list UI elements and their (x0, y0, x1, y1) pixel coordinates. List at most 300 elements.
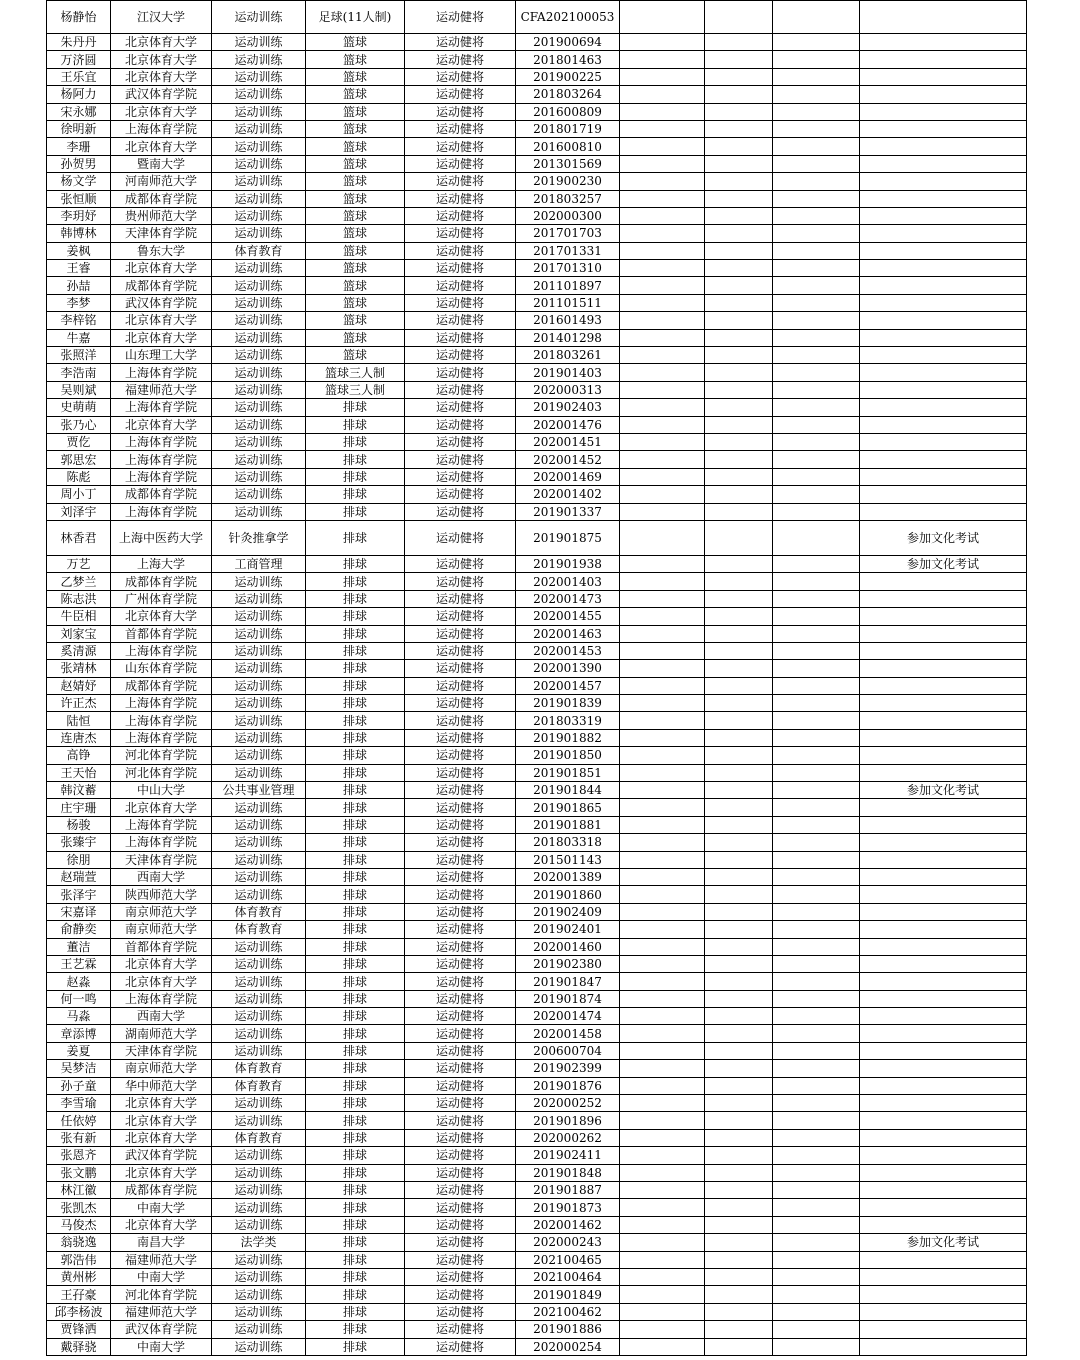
blank-cell (705, 1286, 773, 1303)
table-row (47, 294, 1027, 311)
sport-cell: 排球 (306, 468, 405, 485)
level-cell: 运动健将 (405, 816, 516, 833)
blank-cell (705, 625, 773, 642)
blank-cell (705, 225, 773, 242)
table-row (47, 260, 1027, 277)
cert-number-cell: 201901873 (516, 1199, 620, 1216)
name-cell: 史萌萌 (47, 399, 111, 416)
sport-cell: 排球 (306, 1268, 405, 1285)
school-cell: 北京体育大学 (111, 68, 212, 85)
note-cell (860, 625, 1027, 642)
school-cell: 广州体育学院 (111, 590, 212, 607)
school-cell: 首都体育学院 (111, 938, 212, 955)
name-cell: 韩博林 (47, 225, 111, 242)
cert-number-cell: 201901860 (516, 886, 620, 903)
school-cell: 首都体育学院 (111, 625, 212, 642)
cert-number-cell: 201901874 (516, 990, 620, 1007)
table-row (47, 399, 1027, 416)
blank-cell (773, 277, 860, 294)
name-cell: 刘泽宇 (47, 503, 111, 520)
sport-cell: 排球 (306, 1147, 405, 1164)
table-row (47, 1129, 1027, 1146)
table-row (47, 503, 1027, 520)
note-cell (860, 729, 1027, 746)
blank-cell (620, 938, 705, 955)
note-cell (860, 955, 1027, 972)
name-cell: 陈彪 (47, 468, 111, 485)
cert-number-cell: 201900694 (516, 34, 620, 51)
school-cell: 南京师范大学 (111, 903, 212, 920)
blank-cell (620, 1060, 705, 1077)
sport-cell: 排球 (306, 642, 405, 659)
blank-cell (705, 364, 773, 381)
note-cell (860, 868, 1027, 885)
blank-cell (705, 712, 773, 729)
name-cell: 宋永娜 (47, 103, 111, 120)
cert-number-cell: 201902411 (516, 1147, 620, 1164)
school-cell: 北京体育大学 (111, 1112, 212, 1129)
level-cell: 运动健将 (405, 155, 516, 172)
blank-cell (773, 1251, 860, 1268)
blank-cell (773, 712, 860, 729)
note-cell (860, 1112, 1027, 1129)
sport-cell: 排球 (306, 1216, 405, 1233)
cert-number-cell: 202001476 (516, 416, 620, 433)
note-cell (860, 433, 1027, 450)
table-row (47, 86, 1027, 103)
note-cell: 参加文化考试 (860, 520, 1027, 555)
table-row (47, 1, 1027, 34)
blank-cell (705, 590, 773, 607)
blank-cell (705, 312, 773, 329)
sport-cell: 排球 (306, 938, 405, 955)
sport-cell: 排球 (306, 1060, 405, 1077)
blank-cell (705, 468, 773, 485)
cert-number-cell: 201101897 (516, 277, 620, 294)
note-cell (860, 207, 1027, 224)
major-cell: 运动训练 (212, 51, 306, 68)
note-cell (860, 608, 1027, 625)
note-cell (860, 921, 1027, 938)
blank-cell (705, 799, 773, 816)
blank-cell (620, 834, 705, 851)
blank-cell (620, 1321, 705, 1338)
table-row (47, 1199, 1027, 1216)
table-row (47, 590, 1027, 607)
blank-cell (620, 312, 705, 329)
school-cell: 北京体育大学 (111, 260, 212, 277)
school-cell: 江汉大学 (111, 1, 212, 34)
major-cell: 运动训练 (212, 1025, 306, 1042)
table-row (47, 1095, 1027, 1112)
sport-cell: 排球 (306, 608, 405, 625)
blank-cell (620, 747, 705, 764)
name-cell: 吴则斌 (47, 381, 111, 398)
cert-number-cell: 201701703 (516, 225, 620, 242)
level-cell: 运动健将 (405, 503, 516, 520)
blank-cell (705, 520, 773, 555)
blank-cell (620, 51, 705, 68)
sport-cell: 篮球 (306, 103, 405, 120)
blank-cell (620, 277, 705, 294)
level-cell: 运动健将 (405, 1234, 516, 1251)
cert-number-cell: 201701331 (516, 242, 620, 259)
name-cell: 徐朋 (47, 851, 111, 868)
cert-number-cell: CFA202100053 (516, 1, 620, 34)
major-cell: 运动训练 (212, 468, 306, 485)
major-cell: 运动训练 (212, 120, 306, 137)
blank-cell (620, 625, 705, 642)
cert-number-cell: 201901887 (516, 1182, 620, 1199)
cert-number-cell: 202000254 (516, 1338, 620, 1355)
sport-cell: 排球 (306, 399, 405, 416)
level-cell: 运动健将 (405, 747, 516, 764)
major-cell: 运动训练 (212, 207, 306, 224)
blank-cell (773, 225, 860, 242)
blank-cell (620, 608, 705, 625)
blank-cell (705, 729, 773, 746)
level-cell: 运动健将 (405, 260, 516, 277)
sport-cell: 排球 (306, 1286, 405, 1303)
level-cell: 运动健将 (405, 868, 516, 885)
table-row (47, 207, 1027, 224)
major-cell: 运动训练 (212, 416, 306, 433)
cert-number-cell: 201901881 (516, 816, 620, 833)
cert-number-cell: 201901876 (516, 1077, 620, 1094)
blank-cell (620, 1199, 705, 1216)
cert-number-cell: 201901839 (516, 695, 620, 712)
blank-cell (620, 520, 705, 555)
blank-cell (620, 103, 705, 120)
table-row (47, 642, 1027, 659)
sport-cell: 排球 (306, 851, 405, 868)
note-cell (860, 1321, 1027, 1338)
school-cell: 天津体育学院 (111, 851, 212, 868)
blank-cell (773, 503, 860, 520)
blank-cell (773, 190, 860, 207)
cert-number-cell: 202001452 (516, 451, 620, 468)
cert-number-cell: 201101511 (516, 294, 620, 311)
level-cell: 运动健将 (405, 886, 516, 903)
blank-cell (620, 416, 705, 433)
cert-number-cell: 201901848 (516, 1164, 620, 1181)
level-cell: 运动健将 (405, 1164, 516, 1181)
level-cell: 运动健将 (405, 990, 516, 1007)
blank-cell (773, 173, 860, 190)
cert-number-cell: 202000243 (516, 1234, 620, 1251)
blank-cell (773, 764, 860, 781)
note-cell (860, 1251, 1027, 1268)
blank-cell (705, 1095, 773, 1112)
name-cell: 韩汶蓄 (47, 782, 111, 799)
level-cell: 运动健将 (405, 1147, 516, 1164)
blank-cell (773, 938, 860, 955)
blank-cell (705, 347, 773, 364)
blank-cell (773, 34, 860, 51)
blank-cell (620, 1095, 705, 1112)
note-cell (860, 1025, 1027, 1042)
blank-cell (620, 1182, 705, 1199)
level-cell: 运动健将 (405, 782, 516, 799)
table-row (47, 190, 1027, 207)
name-cell: 庄宇珊 (47, 799, 111, 816)
note-cell (860, 747, 1027, 764)
major-cell: 运动训练 (212, 747, 306, 764)
school-cell: 成都体育学院 (111, 190, 212, 207)
blank-cell (620, 1, 705, 34)
major-cell: 运动训练 (212, 695, 306, 712)
school-cell: 武汉体育学院 (111, 1321, 212, 1338)
blank-cell (773, 416, 860, 433)
blank-cell (620, 1042, 705, 1059)
level-cell: 运动健将 (405, 51, 516, 68)
major-cell: 运动训练 (212, 277, 306, 294)
school-cell: 天津体育学院 (111, 225, 212, 242)
school-cell: 上海体育学院 (111, 120, 212, 137)
table-row (47, 573, 1027, 590)
blank-cell (705, 1060, 773, 1077)
level-cell: 运动健将 (405, 973, 516, 990)
level-cell: 运动健将 (405, 642, 516, 659)
cert-number-cell: 201902401 (516, 921, 620, 938)
note-cell (860, 277, 1027, 294)
cert-number-cell: 201901844 (516, 782, 620, 799)
sport-cell: 排球 (306, 1112, 405, 1129)
level-cell: 运动健将 (405, 364, 516, 381)
level-cell: 运动健将 (405, 277, 516, 294)
school-cell: 福建师范大学 (111, 1303, 212, 1320)
blank-cell (620, 399, 705, 416)
cert-number-cell: 201901851 (516, 764, 620, 781)
blank-cell (620, 851, 705, 868)
major-cell: 运动训练 (212, 1268, 306, 1285)
cert-number-cell: 202001458 (516, 1025, 620, 1042)
note-cell (860, 1, 1027, 34)
table-row (47, 1025, 1027, 1042)
name-cell: 李浩南 (47, 364, 111, 381)
table-body (47, 1, 1027, 1356)
major-cell: 运动训练 (212, 364, 306, 381)
note-cell: 参加文化考试 (860, 782, 1027, 799)
blank-cell (705, 1303, 773, 1320)
level-cell: 运动健将 (405, 729, 516, 746)
blank-cell (705, 190, 773, 207)
name-cell: 李珊 (47, 138, 111, 155)
level-cell: 运动健将 (405, 903, 516, 920)
table-row (47, 155, 1027, 172)
blank-cell (773, 1060, 860, 1077)
blank-cell (620, 381, 705, 398)
table-row (47, 312, 1027, 329)
blank-cell (620, 799, 705, 816)
cert-number-cell: 201901847 (516, 973, 620, 990)
sport-cell: 足球(11人制) (306, 1, 405, 34)
table-row (47, 608, 1027, 625)
table-row (47, 173, 1027, 190)
school-cell: 贵州师范大学 (111, 207, 212, 224)
cert-number-cell: 201803264 (516, 86, 620, 103)
major-cell: 法学类 (212, 1234, 306, 1251)
school-cell: 河北体育学院 (111, 764, 212, 781)
name-cell: 贾仡 (47, 433, 111, 450)
table-row (47, 1251, 1027, 1268)
school-cell: 中南大学 (111, 1199, 212, 1216)
sport-cell: 篮球 (306, 120, 405, 137)
name-cell: 王乐宜 (47, 68, 111, 85)
table-row (47, 468, 1027, 485)
note-cell (860, 294, 1027, 311)
name-cell: 张乃心 (47, 416, 111, 433)
blank-cell (773, 590, 860, 607)
name-cell: 赵瑞萱 (47, 868, 111, 885)
school-cell: 天津体育学院 (111, 1042, 212, 1059)
blank-cell (773, 486, 860, 503)
blank-cell (773, 886, 860, 903)
school-cell: 北京体育大学 (111, 329, 212, 346)
level-cell: 运动健将 (405, 294, 516, 311)
major-cell: 运动训练 (212, 103, 306, 120)
school-cell: 南京师范大学 (111, 921, 212, 938)
school-cell: 北京体育大学 (111, 799, 212, 816)
blank-cell (773, 155, 860, 172)
blank-cell (773, 1286, 860, 1303)
cert-number-cell: 201902399 (516, 1060, 620, 1077)
name-cell: 任依婷 (47, 1112, 111, 1129)
blank-cell (773, 312, 860, 329)
cert-number-cell: 202001389 (516, 868, 620, 885)
blank-cell (705, 1268, 773, 1285)
blank-cell (773, 834, 860, 851)
note-cell (860, 695, 1027, 712)
school-cell: 湖南师范大学 (111, 1025, 212, 1042)
blank-cell (773, 1321, 860, 1338)
name-cell: 杨骏 (47, 816, 111, 833)
major-cell: 体育教育 (212, 1060, 306, 1077)
cert-number-cell: 201803319 (516, 712, 620, 729)
school-cell: 北京体育大学 (111, 34, 212, 51)
sport-cell: 排球 (306, 782, 405, 799)
note-cell (860, 886, 1027, 903)
level-cell: 运动健将 (405, 1112, 516, 1129)
blank-cell (620, 294, 705, 311)
cert-number-cell: 201902380 (516, 955, 620, 972)
name-cell: 吴梦洁 (47, 1060, 111, 1077)
cert-number-cell: 202001453 (516, 642, 620, 659)
blank-cell (773, 921, 860, 938)
school-cell: 武汉体育学院 (111, 1147, 212, 1164)
major-cell: 运动训练 (212, 990, 306, 1007)
name-cell: 朱丹丹 (47, 34, 111, 51)
sport-cell: 排球 (306, 1338, 405, 1355)
name-cell: 陈志洪 (47, 590, 111, 607)
major-cell: 运动训练 (212, 86, 306, 103)
sport-cell: 排球 (306, 1077, 405, 1094)
level-cell: 运动健将 (405, 1321, 516, 1338)
sport-cell: 排球 (306, 1251, 405, 1268)
note-cell (860, 1164, 1027, 1181)
blank-cell (705, 416, 773, 433)
blank-cell (620, 573, 705, 590)
major-cell: 运动训练 (212, 1008, 306, 1025)
blank-cell (773, 660, 860, 677)
table-row (47, 347, 1027, 364)
sport-cell: 篮球 (306, 86, 405, 103)
name-cell: 陆恒 (47, 712, 111, 729)
major-cell: 运动训练 (212, 68, 306, 85)
name-cell: 李梦 (47, 294, 111, 311)
major-cell: 运动训练 (212, 190, 306, 207)
sport-cell: 排球 (306, 573, 405, 590)
blank-cell (705, 1, 773, 34)
name-cell: 许正杰 (47, 695, 111, 712)
name-cell: 万济圆 (47, 51, 111, 68)
sport-cell: 排球 (306, 625, 405, 642)
school-cell: 上海体育学院 (111, 433, 212, 450)
level-cell: 运动健将 (405, 399, 516, 416)
major-cell: 运动训练 (212, 608, 306, 625)
note-cell (860, 1060, 1027, 1077)
major-cell: 运动训练 (212, 573, 306, 590)
blank-cell (620, 1286, 705, 1303)
cert-number-cell: 200600704 (516, 1042, 620, 1059)
note-cell (860, 764, 1027, 781)
table-row (47, 747, 1027, 764)
table-row (47, 712, 1027, 729)
level-cell: 运动健将 (405, 660, 516, 677)
major-cell: 运动训练 (212, 347, 306, 364)
school-cell: 河南师范大学 (111, 173, 212, 190)
major-cell: 运动训练 (212, 486, 306, 503)
blank-cell (705, 695, 773, 712)
note-cell (860, 138, 1027, 155)
table-row (47, 764, 1027, 781)
note-cell (860, 1286, 1027, 1303)
school-cell: 鲁东大学 (111, 242, 212, 259)
blank-cell (620, 1129, 705, 1146)
major-cell: 运动训练 (212, 816, 306, 833)
note-cell (860, 799, 1027, 816)
blank-cell (620, 451, 705, 468)
school-cell: 上海体育学院 (111, 695, 212, 712)
cert-number-cell: 201901938 (516, 555, 620, 572)
blank-cell (705, 816, 773, 833)
table-row (47, 451, 1027, 468)
school-cell: 成都体育学院 (111, 1182, 212, 1199)
level-cell: 运动健将 (405, 34, 516, 51)
sport-cell: 排球 (306, 973, 405, 990)
sport-cell: 排球 (306, 1129, 405, 1146)
sport-cell: 篮球 (306, 138, 405, 155)
note-cell (860, 312, 1027, 329)
cert-number-cell: 202100464 (516, 1268, 620, 1285)
blank-cell (705, 747, 773, 764)
name-cell: 宋嘉译 (47, 903, 111, 920)
table-row (47, 660, 1027, 677)
blank-cell (705, 503, 773, 520)
blank-cell (705, 1164, 773, 1181)
note-cell (860, 642, 1027, 659)
cert-number-cell: 201900225 (516, 68, 620, 85)
blank-cell (773, 868, 860, 885)
blank-cell (705, 1234, 773, 1251)
blank-cell (773, 1147, 860, 1164)
blank-cell (705, 1216, 773, 1233)
blank-cell (620, 729, 705, 746)
level-cell: 运动健将 (405, 173, 516, 190)
level-cell: 运动健将 (405, 851, 516, 868)
table-row (47, 520, 1027, 555)
sport-cell: 篮球 (306, 190, 405, 207)
